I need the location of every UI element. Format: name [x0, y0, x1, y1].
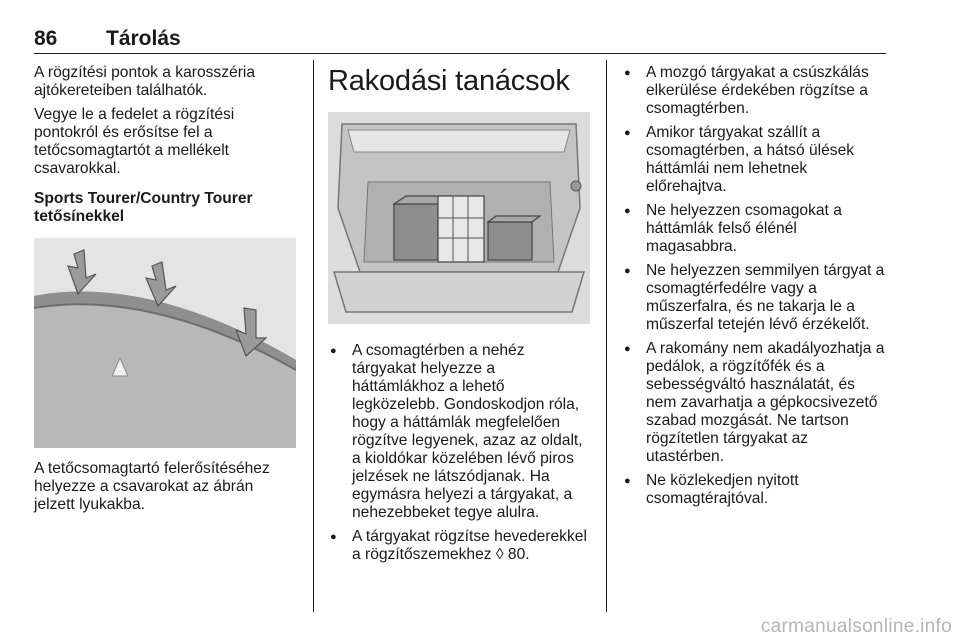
list-item: ● A tárgyakat rögzítse hevederekkel a rögzítőszemekhez ◊ 80.: [328, 528, 590, 564]
list-item: ● Ne közlekedjen nyitott csomagtérajtóval.: [622, 472, 886, 508]
list-item: ● A mozgó tárgyakat a csúszkálás elkerülése érdekében rögzítse a csomagtérben.: [622, 64, 886, 118]
paragraph-anchor-points: A rögzítési pontok a karosszéria ajtókereteiben találhatók.: [34, 64, 256, 99]
list-item: ● Amikor tárgyakat szállít a csomagtérben, a hátsó ülések háttámlái nem lehetnek előrehajtva.: [622, 124, 886, 196]
column-right: [622, 64, 886, 514]
list-item: ● Ne helyezzen semmilyen tárgyat a csomagtérfedélre vagy a műszerfalra, és ne takarja le a műszerfal tetején lévő érzékelőt.: [622, 262, 886, 334]
watermark: carmanualsonline.info: [760, 616, 952, 637]
cargo-area-illustration: [328, 112, 590, 324]
column-middle: [328, 64, 590, 570]
column-left: [34, 64, 296, 520]
subheading-roof-rails: Sports Tourer/Country Tourer tetősínekkel: [34, 190, 253, 225]
list-item: ● A csomagtérben a nehéz tárgyakat helyezze a háttámlákhoz a lehető legközelebb. Gondoskodjon róla, hogy a háttámlák megfelelően rögzítve legyenek, azaz az oldalt, a kioldókar közelében lévő piros jelzések ne látszódjanak. Ha egymásra helyezi a tárgyakat, a nehezebbeket tegye alulra.: [328, 342, 590, 522]
loading-tips-list-1: [328, 342, 590, 564]
page-number: 86: [34, 27, 58, 50]
paragraph-mounting-screws: A tetőcsomagtartó felerősítéséhez helyezze a csavarokat az ábrán jelzett lyukakba.: [34, 460, 270, 513]
list-item: ● Ne helyezzen csomagokat a háttámlák felső élénél magasabbra.: [622, 202, 886, 256]
loading-tips-list-2: [622, 64, 886, 508]
column-divider-2: [606, 60, 607, 612]
column-divider-1: [313, 60, 314, 612]
page-header: [34, 27, 886, 54]
loading-tips-title: Rakodási tanácsok: [328, 65, 570, 97]
section-title: Tárolás: [106, 27, 181, 50]
paragraph-remove-covers: Vegye le a fedelet a rögzítési pontokról és erősítse fel a tetőcsomagtartót a mellékelt csavarokkal.: [34, 106, 235, 177]
roof-rail-illustration: [34, 238, 296, 448]
list-item: ● A rakomány nem akadályozhatja a pedálok, a rögzítőfék és a sebességváltó használatát, és nem zavarhatja a gépkocsivezető szabad mozgását. Ne tartson rögzítetlen tárgyakat az utastérben.: [622, 340, 886, 466]
